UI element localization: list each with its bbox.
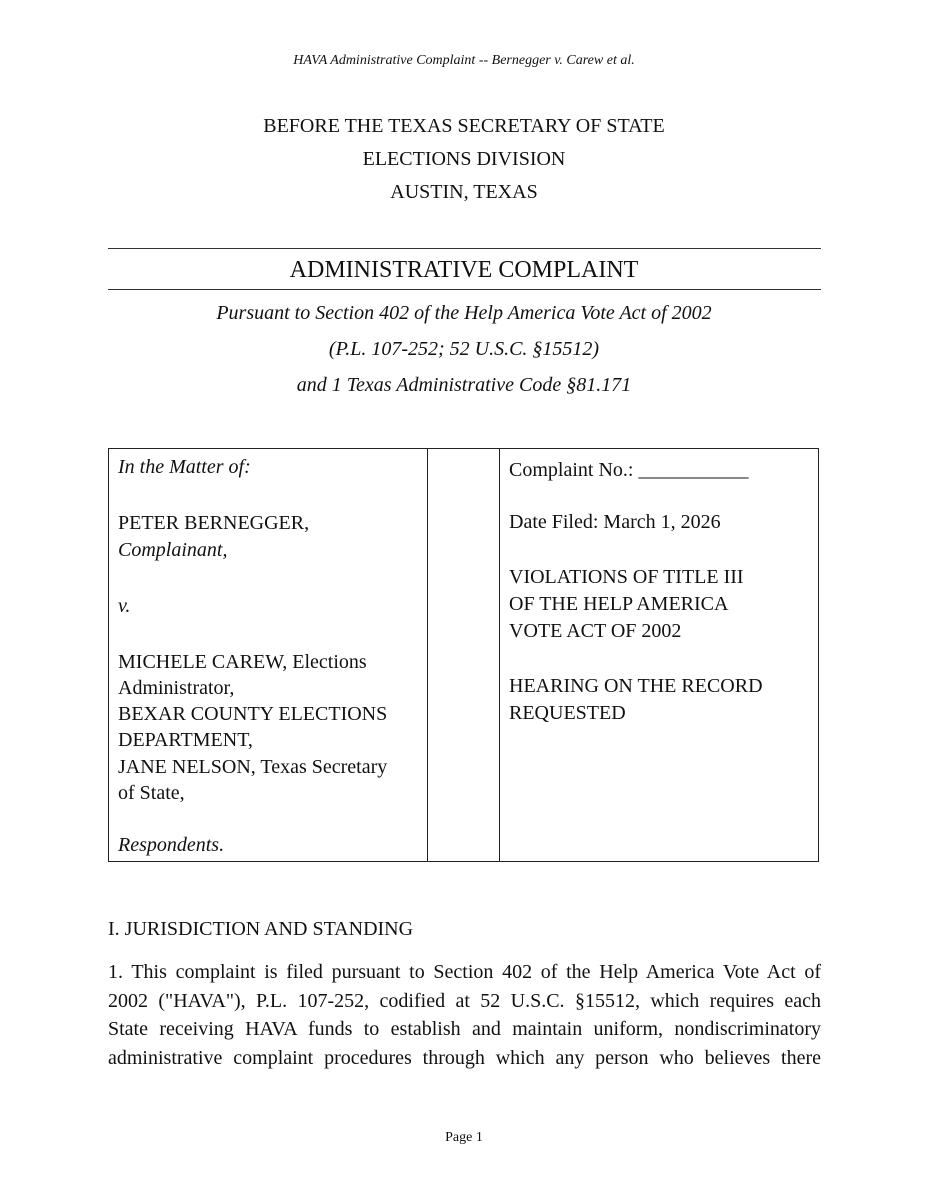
running-header: HAVA Administrative Complaint -- Bernegger v. Carew et al. — [293, 53, 635, 68]
subtitle-line-1: Pursuant to Section 402 of the Help America Vote Act of 2002 — [216, 302, 712, 324]
complainant-role: Complainant, — [118, 539, 228, 561]
page-number: Page 1 — [445, 1130, 483, 1145]
hearing-line-2: REQUESTED — [509, 702, 626, 724]
respondent-3-line-1: JANE NELSON, Texas Secretary — [118, 756, 388, 778]
subtitle-line-2: (P.L. 107-252; 52 U.S.C. §15512) — [328, 338, 600, 360]
section-heading-jurisdiction: I. JURISDICTION AND STANDING — [108, 918, 414, 940]
respondent-1-line-1: MICHELE CAREW, Elections — [118, 651, 367, 673]
paragraph-line: 2002 ("HAVA"), P.L. 107-252, codified at 52 U.S.C. §15512, which requires each — [108, 989, 821, 1012]
subtitle-line-3: and 1 Texas Administrative Code §81.171 — [296, 374, 632, 396]
complainant-name: PETER BERNEGGER, — [118, 512, 310, 534]
title-rule-top — [108, 248, 821, 249]
paragraph-line: 1. This complaint is filed pursuant to Section 402 of the Help America Vote Act of — [108, 961, 821, 983]
court-line-3: AUSTIN, TEXAS — [390, 181, 538, 203]
respondent-3-line-2: of State, — [118, 782, 185, 804]
violations-line-1: VIOLATIONS OF TITLE III — [509, 566, 744, 588]
date-filed: Date Filed: March 1, 2026 — [509, 511, 721, 533]
in-matter-of-label: In the Matter of: — [118, 456, 251, 478]
paragraph-line: State receiving HAVA funds to establish and maintain uniform, nondiscriminatory — [108, 1018, 821, 1040]
title-rule-bottom — [108, 289, 821, 290]
document-subtitle — [0, 295, 928, 403]
respondent-2-line-2: DEPARTMENT, — [118, 729, 253, 751]
document-title: ADMINISTRATIVE COMPLAINT — [289, 257, 639, 283]
caption-divider-left — [427, 448, 428, 862]
versus-label: v. — [118, 595, 131, 617]
respondent-1-line-2: Administrator, — [118, 677, 235, 699]
paragraph-line: administrative complaint procedures through which any person who believes there — [108, 1046, 821, 1069]
complaint-number: Complaint No.: ___________ — [509, 459, 749, 481]
court-heading — [0, 110, 928, 209]
court-line-2: ELECTIONS DIVISION — [362, 148, 566, 170]
violations-line-2: OF THE HELP AMERICA — [509, 593, 729, 615]
violations-line-3: VOTE ACT OF 2002 — [509, 620, 682, 642]
court-line-1: BEFORE THE TEXAS SECRETARY OF STATE — [263, 115, 665, 137]
hearing-line-1: HEARING ON THE RECORD — [509, 675, 763, 697]
respondents-role: Respondents. — [118, 834, 225, 856]
caption-divider-right — [499, 448, 500, 862]
paragraph-1 — [108, 958, 821, 1072]
respondent-2-line-1: BEXAR COUNTY ELECTIONS — [118, 703, 388, 725]
